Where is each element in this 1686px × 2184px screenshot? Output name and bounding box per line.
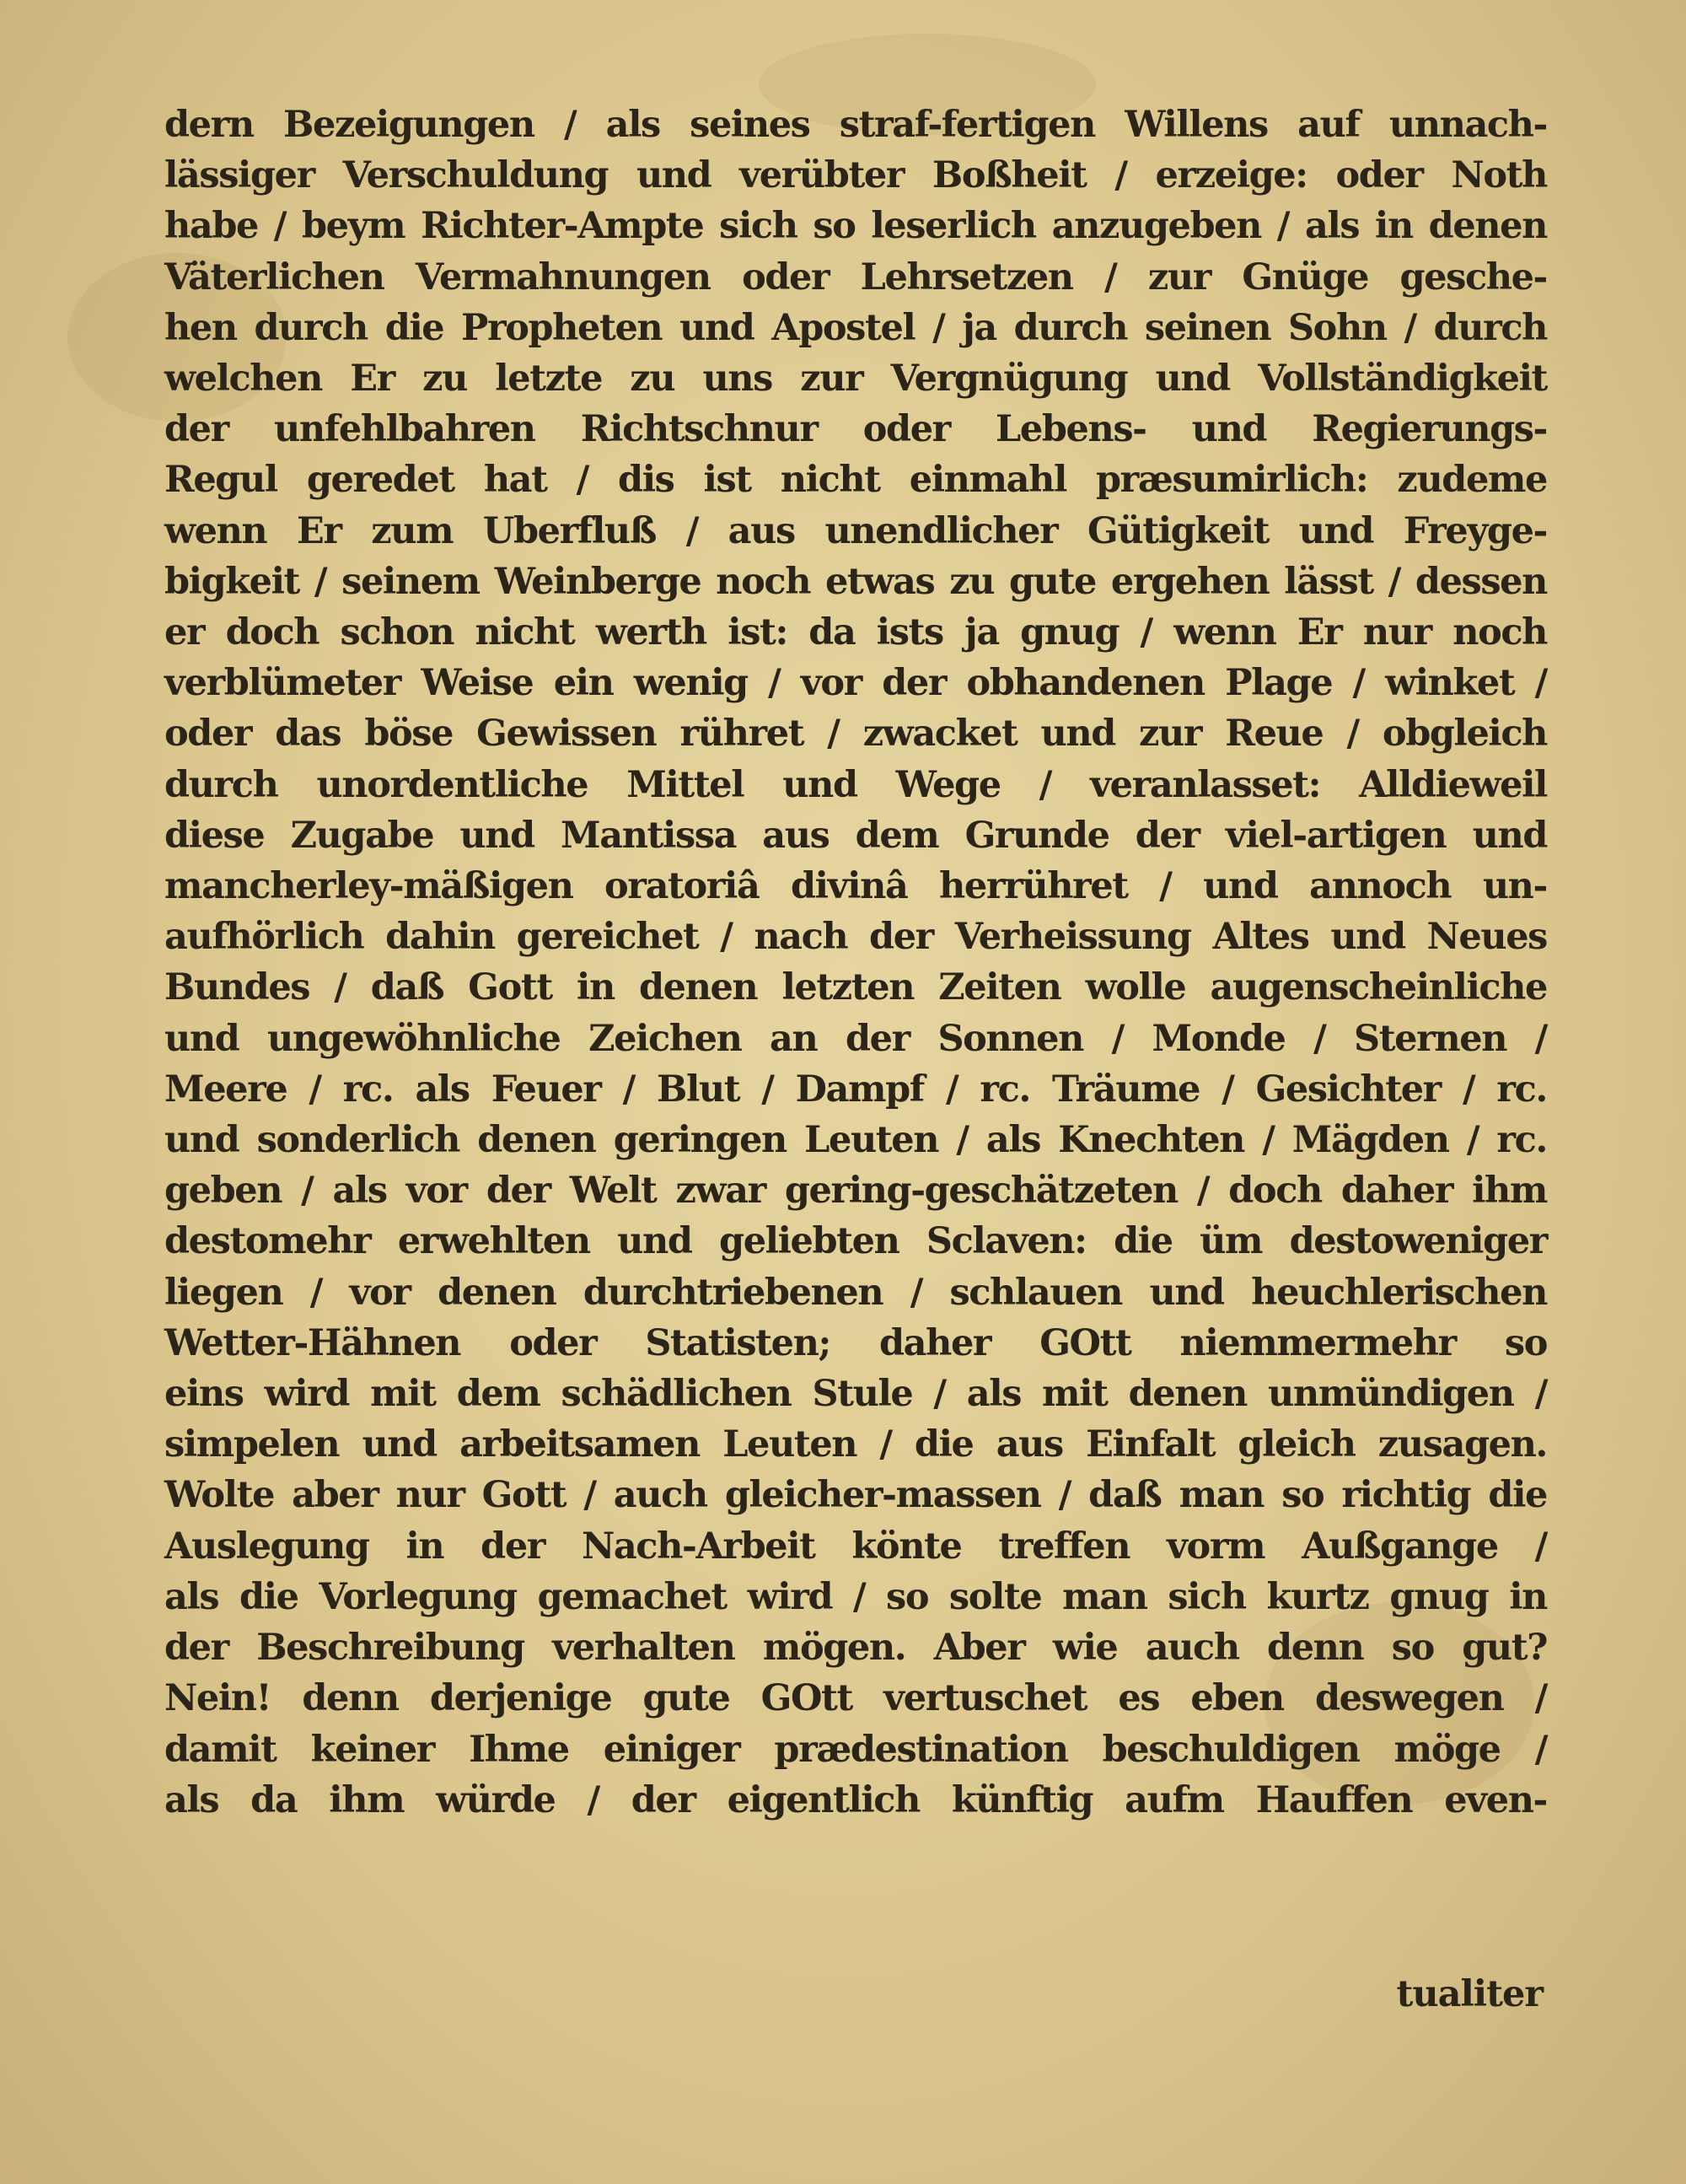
text-line: Meere / rc. als Feuer / Blut / Dampf / rc. Träume / Gesichter / rc. [164,1068,1547,1111]
text-line: geben / als vor der Welt zwar gering-geschätzeten / doch daher ihm [164,1170,1547,1213]
text-line: Wolte aber nur Gott / auch gleicher-massen / daß man so richtig die [164,1474,1547,1517]
text-line: der unfehlbahren Richtschnur oder Lebens- und Regierungs- [164,408,1547,451]
text-line: bigkeit / seinem Weinberge noch etwas zu gute ergehen lässt / dessen [164,560,1547,603]
text-line: dern Bezeigungen / als seines straf-fertigen Willens auf unnach- [164,104,1547,146]
text-line: oder das böse Gewissen rühret / zwacket und zur Reue / obgleich [164,713,1547,756]
text-line: welchen Er zu letzte zu uns zur Vergnügung und Vollständigkeit [164,358,1547,401]
text-line: eins wird mit dem schädlichen Stule / als mit denen unmündigen / [164,1373,1547,1416]
text-line: als da ihm würde / der eigentlich künftig aufm Hauffen even- [164,1778,1547,1821]
text-line: als die Vorlegung gemachet wird / so solte man sich kurtz gnug in [164,1575,1547,1618]
text-line: Regul geredet hat / dis ist nicht einmahl præsumirlich: zudeme [164,459,1547,502]
text-line: diese Zugabe und Mantissa aus dem Grunde der viel-artigen und [164,814,1547,857]
text-line: und ungewöhnliche Zeichen an der Sonnen / Monde / Sternen / [164,1017,1547,1060]
text-line: hen durch die Propheten und Apostel / ja durch seinen Sohn / durch [164,306,1547,349]
text-line: Nein! denn derjenige gute GOtt vertuschet es eben deswegen / [164,1677,1547,1720]
text-line: damit keiner Ihme einiger prædestination beschuldigen möge / [164,1728,1547,1771]
text-line: mancherley-mäßigen oratoriâ divinâ herrühret / und annoch un- [164,865,1547,908]
text-line: und sonderlich denen geringen Leuten / als Knechten / Mägden / rc. [164,1119,1547,1162]
text-line: verblümeter Weise ein wenig / vor der obhandenen Plage / winket / [164,662,1547,705]
text-line: liegen / vor denen durchtriebenen / schlauen und heuchlerischen [164,1271,1547,1314]
text-line: Auslegung in der Nach-Arbeit könte treffen vorm Außgange / [164,1525,1547,1568]
text-line: destomehr erwehlten und geliebten Sclaven: die üm destoweniger [164,1220,1547,1263]
text-line: Wetter-Hähnen oder Statisten; daher GOtt niemmermehr so [164,1321,1547,1364]
catchword: tualiter [1396,1973,1543,2015]
text-line: habe / beym Richter-Ampte sich so leserlich anzugeben / als in denen [164,205,1547,248]
text-line: wenn Er zum Uberfluß / aus unendlicher Gütigkeit und Freyge- [164,509,1547,552]
text-line: durch unordentliche Mittel und Wege / veranlasset: Alldieweil [164,763,1547,806]
body-text [164,100,1547,1826]
text-line: lässiger Verschuldung und verübter Boßheit / erzeige: oder Noth [164,154,1547,197]
text-line: aufhörlich dahin gereichet / nach der Verheissung Altes und Neues [164,916,1547,959]
text-line: Bundes / daß Gott in denen letzten Zeiten wolle augenscheinliche [164,966,1547,1009]
text-line: Väterlichen Vermahnungen oder Lehrsetzen / zur Gnüge gesche- [164,256,1547,299]
text-line: der Beschreibung verhalten mögen. Aber wie auch denn so gut? [164,1627,1547,1670]
text-line: er doch schon nicht werth ist: da ists ja gnug / wenn Er nur noch [164,611,1547,654]
text-line: simpelen und arbeitsamen Leuten / die aus Einfalt gleich zusagen. [164,1423,1547,1466]
